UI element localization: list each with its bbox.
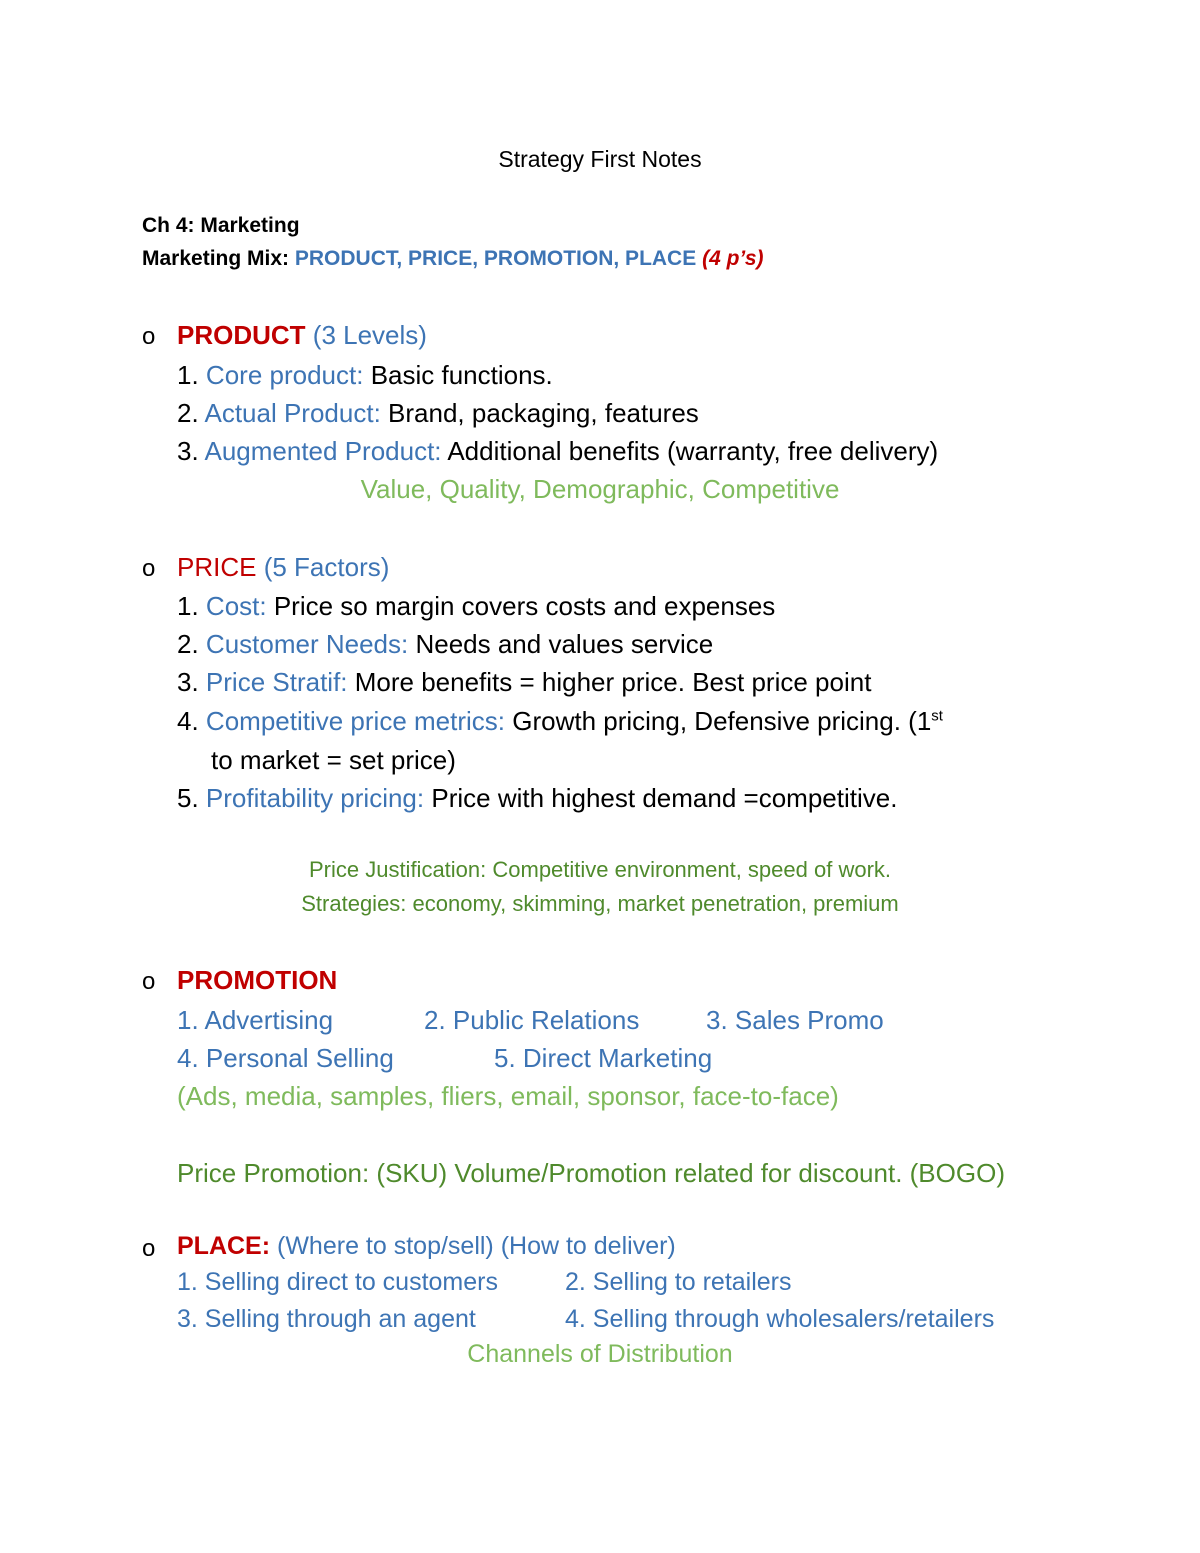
list-item: 4. Competitive price metrics: Growth pricing, Defensive pricing. (1st [177, 706, 943, 736]
list-item: 2. Public Relations [424, 1005, 640, 1035]
product-heading: PRODUCT [177, 320, 306, 350]
place-sub: (Where to stop/sell) (How to deliver) [277, 1232, 676, 1260]
marketing-mix-items: PRODUCT, PRICE, PROMOTION, PLACE [294, 247, 697, 270]
price-justification: Price Justification: Competitive environment, speed of work. [308, 857, 892, 882]
price-heading-line [177, 552, 389, 583]
list-item: 3. Sales Promo [706, 1005, 884, 1035]
bullet-icon: o [142, 1235, 156, 1262]
price-strategies: Strategies: economy, skimming, market penetration, premium [301, 891, 899, 916]
page-title: Strategy First Notes [498, 146, 702, 172]
marketing-mix-line [142, 247, 764, 271]
product-summary: Value, Quality, Demographic, Competitive [360, 474, 840, 504]
list-item: 4. Personal Selling [177, 1043, 394, 1073]
promotion-examples: (Ads, media, samples, fliers, email, sponsor, face-to-face) [177, 1081, 839, 1111]
place-summary: Channels of Distribution [467, 1340, 733, 1368]
product-sub: (3 Levels) [312, 320, 427, 350]
chapter-heading: Ch 4: Marketing [142, 214, 300, 237]
list-item: 1. Cost: Price so margin covers costs and expenses [177, 591, 776, 621]
list-item: 5. Direct Marketing [494, 1043, 713, 1073]
list-item: 2. Actual Product: Brand, packaging, features [177, 398, 699, 428]
list-item: 2. Customer Needs: Needs and values service [177, 629, 714, 659]
list-item: 1. Advertising [177, 1005, 334, 1035]
bullet-icon: o [142, 968, 156, 995]
price-promotion: Price Promotion: (SKU) Volume/Promotion related for discount. (BOGO) [177, 1158, 1005, 1188]
bullet-icon: o [142, 323, 156, 350]
list-item: 3. Price Stratif: More benefits = higher price. Best price point [177, 667, 872, 697]
promotion-heading: PROMOTION [177, 965, 338, 995]
list-item: 1. Selling direct to customers [177, 1268, 498, 1296]
list-item-continuation: to market = set price) [211, 745, 456, 775]
list-item: 2. Selling to retailers [565, 1268, 792, 1296]
marketing-mix-note: (4 p’s) [702, 247, 764, 270]
list-item: 1. Core product: Basic functions. [177, 360, 553, 390]
list-item: 5. Profitability pricing: Price with highest demand =competitive. [177, 783, 898, 813]
product-heading-line [177, 320, 427, 351]
list-item: 4. Selling through wholesalers/retailers [565, 1305, 995, 1333]
place-heading-line [177, 1232, 676, 1261]
marketing-mix-label: Marketing Mix: [142, 247, 290, 270]
price-sub: (5 Factors) [263, 552, 390, 582]
list-item: 3. Selling through an agent [177, 1305, 476, 1333]
price-heading: PRICE [177, 552, 257, 582]
place-heading: PLACE: [177, 1232, 271, 1260]
bullet-icon: o [142, 555, 156, 582]
list-item: 3. Augmented Product: Additional benefits (warranty, free delivery) [177, 436, 939, 466]
